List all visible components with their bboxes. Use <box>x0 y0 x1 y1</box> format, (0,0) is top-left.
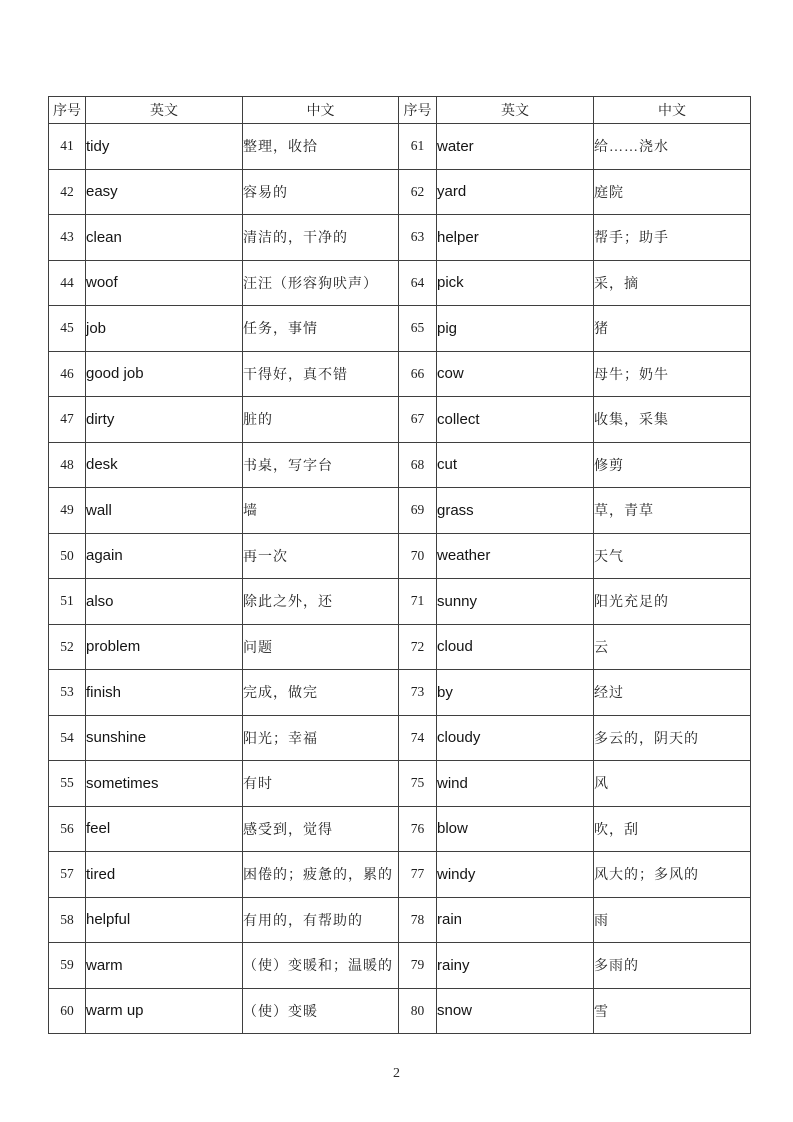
cell-number: 62 <box>399 169 437 215</box>
cell-number: 55 <box>49 761 86 807</box>
table-row <box>399 533 751 579</box>
cell-chinese: 阳光充足的 <box>594 579 751 625</box>
cell-number: 43 <box>49 215 86 261</box>
header-cell-zh: 中文 <box>243 97 399 124</box>
cell-number: 72 <box>399 624 437 670</box>
cell-chinese: 汪汪（形容狗吠声） <box>243 260 399 306</box>
cell-english: water <box>437 124 594 170</box>
table-row <box>49 351 399 397</box>
table-row <box>399 442 751 488</box>
cell-chinese: 庭院 <box>594 169 751 215</box>
cell-english: by <box>437 670 594 716</box>
cell-chinese: 脏的 <box>243 397 399 443</box>
cell-english: cut <box>437 442 594 488</box>
cell-number: 46 <box>49 351 86 397</box>
table-row <box>399 260 751 306</box>
table-row <box>49 488 399 534</box>
cell-chinese: 云 <box>594 624 751 670</box>
cell-number: 63 <box>399 215 437 261</box>
cell-chinese: 阳光；幸福 <box>243 715 399 761</box>
table-row <box>399 169 751 215</box>
vocab-tables <box>48 96 751 1034</box>
cell-english: cloud <box>437 624 594 670</box>
table-row <box>399 306 751 352</box>
cell-english: yard <box>437 169 594 215</box>
cell-chinese: 采，摘 <box>594 260 751 306</box>
page-number: 2 <box>393 1066 400 1081</box>
cell-english: helpful <box>86 897 243 943</box>
cell-english: rain <box>437 897 594 943</box>
table-row <box>399 215 751 261</box>
cell-number: 69 <box>399 488 437 534</box>
cell-english: pick <box>437 260 594 306</box>
cell-english: easy <box>86 169 243 215</box>
cell-english: grass <box>437 488 594 534</box>
table-row <box>49 624 399 670</box>
table-row <box>399 124 751 170</box>
cell-chinese: 感受到，觉得 <box>243 806 399 852</box>
cell-chinese: 任务，事情 <box>243 306 399 352</box>
cell-english: tired <box>86 852 243 898</box>
table-row <box>49 670 399 716</box>
header-cell-no: 序号 <box>49 97 86 124</box>
cell-chinese: （使）变暖 <box>243 988 399 1034</box>
cell-chinese: 修剪 <box>594 442 751 488</box>
header-cell-en: 英文 <box>86 97 243 124</box>
table-row <box>399 579 751 625</box>
cell-number: 66 <box>399 351 437 397</box>
cell-number: 50 <box>49 533 86 579</box>
cell-english: again <box>86 533 243 579</box>
header-cell-zh: 中文 <box>594 97 751 124</box>
cell-chinese: 雪 <box>594 988 751 1034</box>
cell-english: blow <box>437 806 594 852</box>
cell-chinese: 风大的；多风的 <box>594 852 751 898</box>
table-row <box>399 670 751 716</box>
cell-number: 42 <box>49 169 86 215</box>
cell-english: rainy <box>437 943 594 989</box>
cell-english: finish <box>86 670 243 716</box>
cell-english: sunny <box>437 579 594 625</box>
table-row <box>49 988 399 1034</box>
table-row <box>49 260 399 306</box>
cell-english: wind <box>437 761 594 807</box>
table-row <box>399 852 751 898</box>
cell-number: 48 <box>49 442 86 488</box>
cell-number: 68 <box>399 442 437 488</box>
cell-english: feel <box>86 806 243 852</box>
cell-number: 51 <box>49 579 86 625</box>
table-row <box>399 488 751 534</box>
table-row <box>49 943 399 989</box>
cell-english: helper <box>437 215 594 261</box>
cell-english: wall <box>86 488 243 534</box>
table-row <box>49 715 399 761</box>
cell-number: 52 <box>49 624 86 670</box>
vocab-table-left <box>48 96 399 1034</box>
table-row <box>49 397 399 443</box>
cell-number: 79 <box>399 943 437 989</box>
cell-english: clean <box>86 215 243 261</box>
cell-number: 53 <box>49 670 86 716</box>
cell-number: 41 <box>49 124 86 170</box>
cell-number: 58 <box>49 897 86 943</box>
cell-chinese: 风 <box>594 761 751 807</box>
cell-english: also <box>86 579 243 625</box>
cell-chinese: 雨 <box>594 897 751 943</box>
table-row <box>399 351 751 397</box>
cell-chinese: 给……浇水 <box>594 124 751 170</box>
cell-number: 44 <box>49 260 86 306</box>
cell-chinese: 清洁的，干净的 <box>243 215 399 261</box>
cell-chinese: 整理，收拾 <box>243 124 399 170</box>
table-row <box>49 215 399 261</box>
cell-number: 80 <box>399 988 437 1034</box>
cell-chinese: 墙 <box>243 488 399 534</box>
cell-number: 65 <box>399 306 437 352</box>
cell-number: 57 <box>49 852 86 898</box>
table-row <box>399 806 751 852</box>
cell-number: 64 <box>399 260 437 306</box>
cell-english: woof <box>86 260 243 306</box>
cell-english: windy <box>437 852 594 898</box>
table-row <box>49 306 399 352</box>
header-row <box>399 97 751 124</box>
cell-english: sunshine <box>86 715 243 761</box>
cell-number: 70 <box>399 533 437 579</box>
cell-chinese: 猪 <box>594 306 751 352</box>
table-row <box>49 852 399 898</box>
cell-chinese: 母牛；奶牛 <box>594 351 751 397</box>
cell-number: 77 <box>399 852 437 898</box>
cell-english: dirty <box>86 397 243 443</box>
cell-chinese: 草，青草 <box>594 488 751 534</box>
vocab-table-right <box>398 96 751 1034</box>
cell-number: 76 <box>399 806 437 852</box>
cell-number: 56 <box>49 806 86 852</box>
cell-chinese: 干得好，真不错 <box>243 351 399 397</box>
cell-chinese: 再一次 <box>243 533 399 579</box>
header-row <box>49 97 399 124</box>
table-row <box>399 715 751 761</box>
cell-chinese: 帮手；助手 <box>594 215 751 261</box>
cell-chinese: 多雨的 <box>594 943 751 989</box>
cell-english: good job <box>86 351 243 397</box>
cell-english: collect <box>437 397 594 443</box>
table-row <box>49 124 399 170</box>
cell-english: desk <box>86 442 243 488</box>
cell-chinese: 问题 <box>243 624 399 670</box>
cell-english: snow <box>437 988 594 1034</box>
cell-number: 54 <box>49 715 86 761</box>
table-row <box>49 806 399 852</box>
table-row <box>399 943 751 989</box>
table-row <box>399 624 751 670</box>
cell-chinese: 完成，做完 <box>243 670 399 716</box>
cell-english: warm up <box>86 988 243 1034</box>
cell-chinese: 有时 <box>243 761 399 807</box>
cell-english: pig <box>437 306 594 352</box>
cell-english: warm <box>86 943 243 989</box>
table-row <box>399 988 751 1034</box>
cell-chinese: 天气 <box>594 533 751 579</box>
cell-chinese: 书桌，写字台 <box>243 442 399 488</box>
cell-number: 60 <box>49 988 86 1034</box>
cell-chinese: 多云的，阴天的 <box>594 715 751 761</box>
cell-number: 47 <box>49 397 86 443</box>
cell-number: 49 <box>49 488 86 534</box>
cell-english: job <box>86 306 243 352</box>
cell-number: 61 <box>399 124 437 170</box>
cell-chinese: 收集，采集 <box>594 397 751 443</box>
table-row <box>49 897 399 943</box>
cell-english: cow <box>437 351 594 397</box>
cell-english: tidy <box>86 124 243 170</box>
cell-chinese: 困倦的；疲惫的，累的 <box>243 852 399 898</box>
cell-number: 45 <box>49 306 86 352</box>
table-row <box>49 442 399 488</box>
cell-english: problem <box>86 624 243 670</box>
cell-chinese: 经过 <box>594 670 751 716</box>
cell-number: 75 <box>399 761 437 807</box>
cell-chinese: （使）变暖和；温暖的 <box>243 943 399 989</box>
cell-number: 74 <box>399 715 437 761</box>
cell-number: 78 <box>399 897 437 943</box>
table-row <box>399 397 751 443</box>
table-row <box>49 579 399 625</box>
cell-chinese: 吹，刮 <box>594 806 751 852</box>
table-row <box>49 169 399 215</box>
cell-english: weather <box>437 533 594 579</box>
cell-number: 67 <box>399 397 437 443</box>
cell-chinese: 有用的，有帮助的 <box>243 897 399 943</box>
table-row <box>399 761 751 807</box>
cell-number: 71 <box>399 579 437 625</box>
table-row <box>399 897 751 943</box>
cell-chinese: 除此之外，还 <box>243 579 399 625</box>
table-row <box>49 761 399 807</box>
header-cell-no: 序号 <box>399 97 437 124</box>
cell-english: sometimes <box>86 761 243 807</box>
cell-number: 73 <box>399 670 437 716</box>
cell-english: cloudy <box>437 715 594 761</box>
cell-number: 59 <box>49 943 86 989</box>
cell-chinese: 容易的 <box>243 169 399 215</box>
table-row <box>49 533 399 579</box>
header-cell-en: 英文 <box>437 97 594 124</box>
